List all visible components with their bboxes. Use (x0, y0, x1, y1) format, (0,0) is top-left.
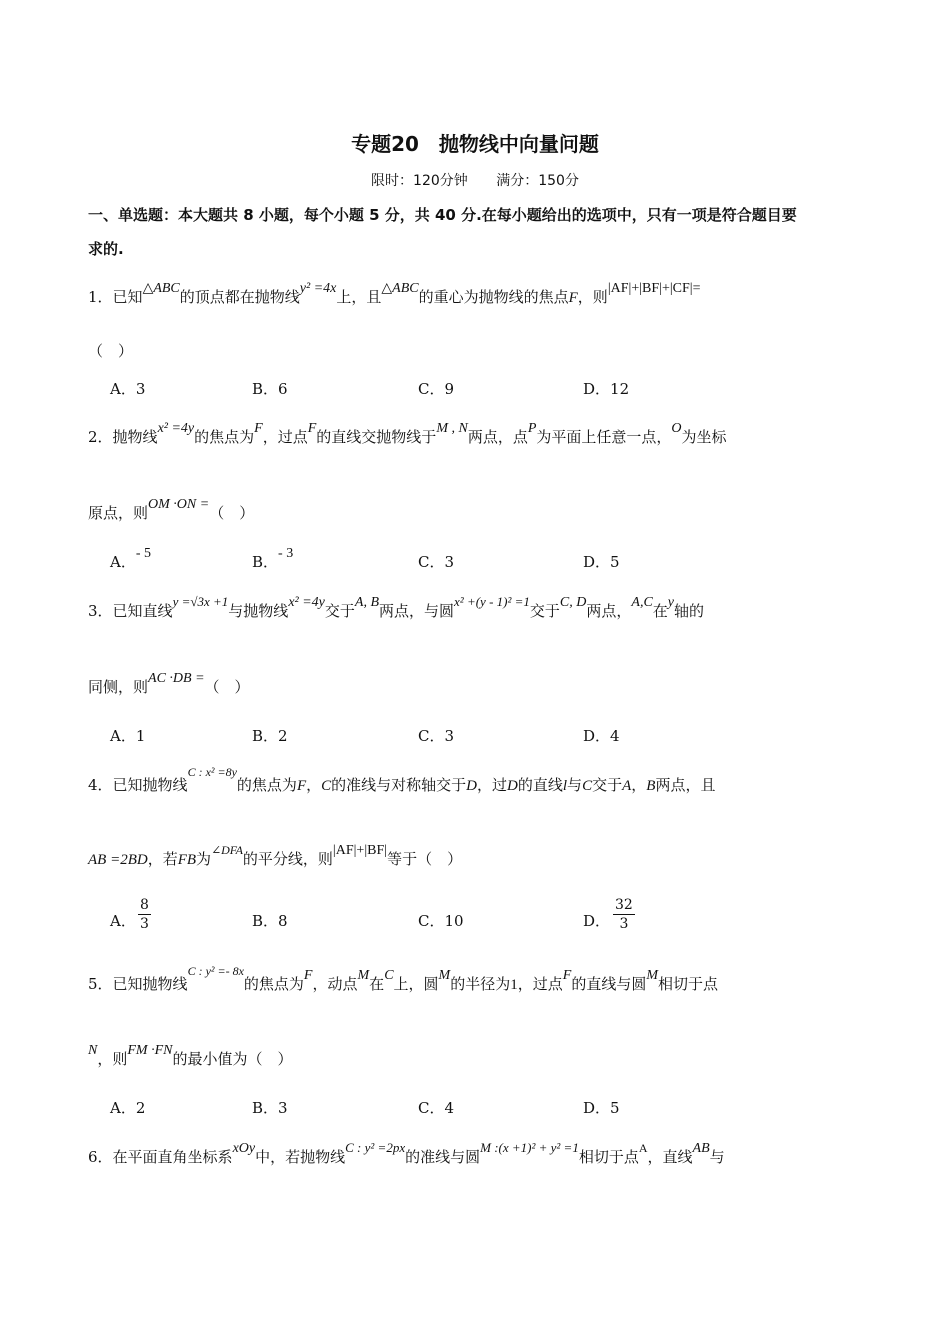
math-expr: △ABC (142, 281, 180, 296)
math-expr: - 3 (278, 546, 294, 561)
fraction-32-3: $\frac{32}{3}$ (615, 897, 633, 932)
math-expr: x² =4y (288, 595, 325, 610)
section-heading-line2: 求的. (88, 240, 124, 258)
math-expr: y =√3x +1 (172, 594, 229, 609)
question-4-line1 (88, 765, 868, 795)
question-text: 上，圆 (393, 975, 439, 993)
question-2-line1 (88, 421, 868, 447)
question-text: 在 (652, 602, 668, 620)
time-limit: 限时：120分钟 (371, 173, 468, 189)
option-b: B．3 (252, 1099, 288, 1117)
question-text: 同侧，则 (88, 678, 149, 696)
question-text: 交于 (529, 602, 560, 620)
question-text: 两点，与圆 (379, 602, 455, 620)
option-d: D．5 (583, 553, 620, 571)
question-text: 为平面上任意一点， (536, 428, 672, 446)
math-expr: F (303, 968, 313, 983)
question-1-line2 (88, 340, 868, 361)
math-expr: AB =2BD (88, 852, 148, 868)
question-3-line1 (88, 594, 868, 621)
question-text: 的重心为抛物线的焦点 (418, 288, 569, 306)
math-expr: B (646, 778, 656, 794)
question-text: 的直线 (517, 776, 563, 794)
full-score: 满分：150分 (496, 173, 579, 189)
question-6-line1 (88, 1140, 868, 1167)
question-text: 的准线与圆 (405, 1148, 481, 1166)
math-expr: 1 (510, 977, 518, 993)
question-text: 交于 (324, 602, 355, 620)
math-expr: F (296, 778, 307, 794)
question-text: 相切于点 (578, 1148, 639, 1166)
question-text: 已知抛物线 (112, 975, 188, 993)
question-text: 上，且 (336, 288, 382, 306)
option-a: A．1 (110, 727, 146, 745)
question-text: 轴的 (674, 602, 705, 620)
option-c: C．3 (418, 727, 455, 745)
question-text: 的焦点为 (194, 428, 255, 446)
question-text: 的顶点都在抛物线 (179, 288, 300, 306)
math-expr: OM ·ON = (148, 497, 210, 512)
question-text: 为坐标 (681, 428, 727, 446)
math-expr: C (321, 778, 332, 794)
math-expr: |AF|+|BF| (332, 843, 388, 858)
question-4-line2 (88, 843, 868, 869)
question-text: 与 (567, 776, 583, 794)
section-heading-line1: 一、单选题：本大题共 8 小题，每个小题 5 分，共 40 分.在每小题给出的选项中，只有一项是符合题目要 (88, 206, 797, 224)
math-expr: P (527, 421, 537, 436)
question-text: 在平面直角坐标系 (112, 1148, 233, 1166)
math-expr: C, D (559, 595, 587, 610)
question-text: ，过点 (517, 975, 563, 993)
question-text: 的焦点为 (243, 975, 304, 993)
question-text: ，过点 (262, 428, 308, 446)
math-expr: C : x² =8y (187, 765, 237, 779)
answer-blank: （ ） (209, 504, 255, 522)
question-number: 2． (88, 428, 113, 446)
question-text: 相切于点 (658, 975, 719, 993)
math-expr: F (307, 421, 317, 436)
fraction-8-3: $\frac{8}{3}$ (140, 897, 149, 932)
option-b: B．6 (252, 380, 288, 398)
question-text: 为 (196, 850, 212, 868)
option-a: A．2 (110, 1099, 146, 1117)
option-a: A．3 (110, 380, 146, 398)
question-text: 在 (369, 975, 385, 993)
question-text: 的直线与圆 (571, 975, 647, 993)
math-expr: A, B (354, 595, 380, 610)
math-expr: FB (177, 852, 197, 868)
math-expr: l (562, 778, 568, 794)
option-d: D． (583, 912, 611, 930)
question-text: ，过 (477, 776, 508, 794)
math-expr: F (562, 968, 572, 983)
math-expr: C : y² =2px (345, 1140, 406, 1155)
math-expr: A (638, 1141, 648, 1155)
question-text: 中，若抛物线 (255, 1148, 346, 1166)
math-expr: y² =4x (299, 281, 337, 296)
question-text: 的准线与对称轴交于 (331, 776, 467, 794)
answer-blank: （ ） (204, 678, 250, 696)
question-text: 两点，且 (655, 776, 716, 794)
math-expr: M (646, 968, 658, 983)
math-expr: M (438, 968, 451, 983)
math-expr: M :(x +1)² + y² =1 (480, 1140, 579, 1155)
question-number: 3． (88, 602, 113, 620)
math-expr: A,C (631, 595, 653, 610)
option-b: B．8 (252, 912, 288, 930)
question-number: 5． (88, 975, 113, 993)
question-text: 交于 (592, 776, 623, 794)
math-expr: D (466, 778, 477, 794)
math-expr: F (254, 421, 263, 436)
math-expr: |AF|+|BF|+|CF|= (607, 281, 701, 296)
math-expr: - 5 (135, 546, 152, 561)
section-heading (88, 198, 868, 266)
math-expr: x² =4y (157, 421, 195, 436)
math-expr: C (384, 968, 394, 983)
question-text: 的焦点为 (236, 776, 297, 794)
math-expr: F (568, 290, 578, 306)
math-expr: FM ·FN (127, 1043, 173, 1058)
option-d: D．4 (583, 727, 620, 745)
option-d: D．5 (583, 1099, 620, 1117)
question-text: ，则 (97, 1050, 128, 1068)
math-expr: ∠DFA (211, 843, 243, 857)
math-expr: AC ·DB = (148, 671, 205, 686)
question-text: ，若 (147, 850, 178, 868)
question-text: ，则 (577, 288, 608, 306)
option-c: C．10 (418, 912, 464, 930)
math-expr: xOy (232, 1141, 256, 1156)
question-text: 与 (709, 1148, 725, 1166)
math-expr: x² +(y - 1)² =1 (454, 594, 530, 609)
question-text: 等于（ ） (387, 850, 463, 868)
question-1-line1 (88, 281, 868, 307)
option-a: A． (110, 912, 136, 930)
question-text: 两点， (586, 602, 632, 620)
question-5-line2 (88, 1043, 868, 1069)
question-number: 1． (88, 288, 113, 306)
question-text: 与抛物线 (228, 602, 289, 620)
question-text: ，直线 (647, 1148, 693, 1166)
question-text: 的直线交抛物线于 (316, 428, 437, 446)
question-text: ， (306, 776, 322, 794)
question-text: 抛物线 (112, 428, 158, 446)
math-expr: C : y² =- 8x (187, 964, 244, 978)
question-3-line2 (88, 671, 868, 697)
math-expr: O (671, 421, 682, 436)
question-text: 的最小值为（ ） (172, 1050, 293, 1068)
math-expr: C (582, 778, 593, 794)
question-text: 的半径为 (450, 975, 511, 993)
question-2-line2 (88, 497, 868, 523)
exam-limits (0, 170, 950, 190)
option-b: B．2 (252, 727, 288, 745)
math-expr: AB (692, 1141, 710, 1156)
option-d: D．12 (583, 380, 630, 398)
question-5-line1 (88, 964, 868, 994)
question-text: 已知抛物线 (112, 776, 188, 794)
math-expr: N (88, 1043, 98, 1058)
question-number: 6． (88, 1148, 113, 1166)
math-expr: y (667, 595, 675, 610)
question-text: 的平分线，则 (242, 850, 333, 868)
question-text: 已知 (112, 288, 143, 306)
math-expr: D (507, 778, 518, 794)
option-b: B．- 3 (252, 546, 294, 571)
math-expr: △ABC (381, 281, 419, 296)
answer-blank: （ ） (88, 342, 134, 360)
page-title: 专题20 抛物线中向量问题 (351, 132, 599, 156)
question-text: 原点，则 (88, 504, 149, 522)
question-text: 已知直线 (112, 602, 173, 620)
option-c: C．3 (418, 553, 455, 571)
question-text: ， (631, 776, 647, 794)
option-c: C．4 (418, 1099, 455, 1117)
math-expr: M , N (436, 421, 468, 436)
question-number: 4． (88, 776, 113, 794)
question-text: 两点，点 (467, 428, 528, 446)
option-a: A．- 5 (110, 546, 152, 571)
option-c: C．9 (418, 380, 455, 398)
math-expr: A (622, 778, 632, 794)
question-text: ，动点 (312, 975, 358, 993)
math-expr: M (357, 968, 370, 983)
